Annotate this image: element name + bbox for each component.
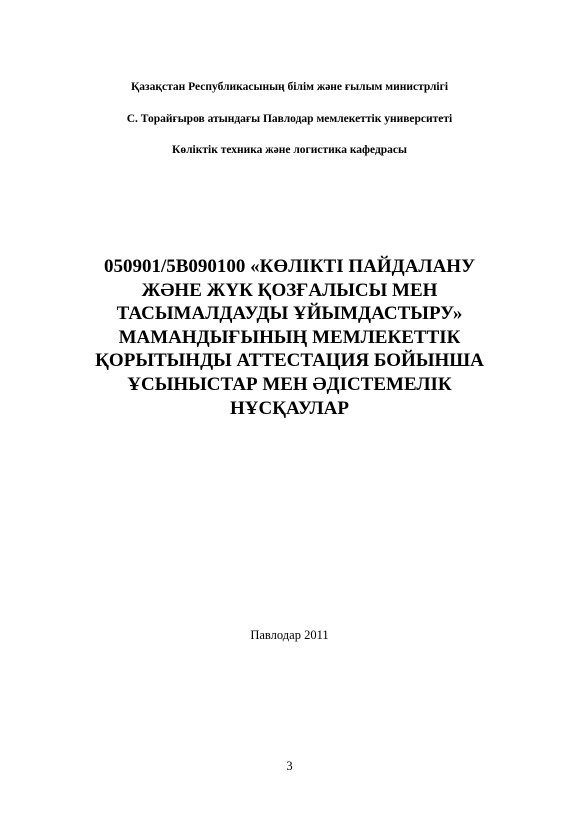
department-heading: Көліктік техника және логистика кафедрасы — [171, 144, 408, 156]
title-line-3: ТАСЫМАЛДАУДЫ ҰЙЫМДАСТЫРУ» — [116, 303, 463, 325]
ministry-heading: Қазақстан Республикасының білім және ғылым министрлігі — [130, 81, 449, 93]
title-line-1: 050901/5В090100 «КӨЛІКТІ ПАЙДАЛАНУ — [103, 256, 476, 277]
title-line-2: ЖӘНЕ ЖҮК ҚОЗҒАЛЫСЫ МЕН — [141, 279, 438, 301]
page-number: 3 — [286, 759, 293, 773]
city-year: Павлодар 2011 — [250, 628, 329, 642]
title-line-4: МАМАНДЫҒЫНЫҢ МЕМЛЕКЕТТІК — [118, 326, 461, 348]
university-heading: С. Торайғыров атындағы Павлодар мемлекеттік университеті — [126, 113, 453, 125]
title-line-7: НҰСҚАУЛАР — [230, 397, 349, 419]
title-line-6: ҰСЫНЫСТАР МЕН ӘДІСТЕМЕЛІК — [127, 373, 452, 395]
title-line-5: ҚОРЫТЫНДЫ АТТЕСТАЦИЯ БОЙЫНША — [95, 350, 484, 372]
document-title — [0, 255, 579, 420]
